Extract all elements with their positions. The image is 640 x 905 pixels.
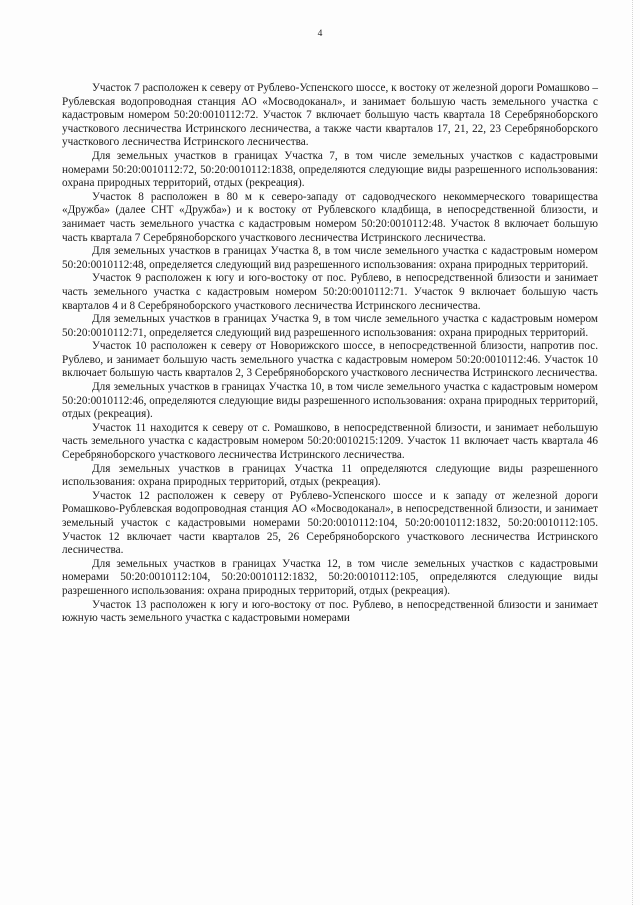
paragraph-plot-12-usage: Для земельных участков в границах Участка 12, в том числе земельных участков с кадастровыми номерами 50:20:0010112:104, 50:20:0010112:1832, 50:20:0010112:105, определяются следующие виды разрешенного использования: охрана природных территорий, отдых (рекреация). [62, 557, 598, 597]
paragraph-plot-7-usage: Для земельных участков в границах Участка 7, в том числе земельных участков с кадастровыми номерами 50:20:0010112:72, 50:20:0010112:1838, определяются следующие виды разрешенного использования: охрана природных территорий, отдых (рекреация). [62, 149, 598, 190]
paragraph-plot-8-description: Участок 8 расположен в 80 м к северо-западу от садоводческого некоммерческого товарищества «Дружба» (далее СНТ «Дружба») и к востоку от Рублевского кладбища, в непосредственной близости, и занимает часть земельного участка с кадастровым номером 50:20:0010112:48. Участок 8 включает большую часть квартала 7 Серебряноборского участкового лесничества Истринского лесничества. [62, 190, 598, 244]
paragraph-plot-11-description: Участок 11 находится к северу от с. Ромашково, в непосредственной близости, и занимает небольшую часть земельного участка с кадастровым номером 50:20:0010215:1209. Участок 11 включает часть квартала 46 Серебряноборского участкового лесничества Истринского лесничества. [62, 421, 598, 462]
document-body [62, 82, 598, 626]
page-number: 4 [317, 29, 323, 39]
paragraph-plot-9-usage: Для земельных участков в границах Участка 9, в том числе земельного участка с кадастровым номером 50:20:0010112:71, определяется следующий вид разрешенного использования: охрана природных территорий. [62, 313, 598, 339]
paragraph-plot-7-description: Участок 7 расположен к северу от Рублево-Успенского шоссе, к востоку от железной дороги Ромашково – Рублевская водопроводная станция АО «Мосводоканал», и занимает большую часть земельного участка с кадастровым номером 50:20:0010112:72. Участок 7 включает большую часть квартала 18 Серебряноборского участкового лесничества Истринского лесничества, а также части кварталов 17, 21, 22, 23 Серебряноборского участкового лесничества Истринского лесничества. [62, 82, 598, 149]
paragraph-plot-10-description: Участок 10 расположен к северу от Новорижского шоссе, в непосредственной близости, напротив пос. Рублево, и занимает большую часть земельного участка с кадастровым номером 50:20:0010112:46. Участок 10 включает большую часть кварталов 2, 3 Серебряноборского участкового лесничества Истринского лесничества. [62, 340, 598, 380]
paragraph-plot-13-description: Участок 13 расположен к югу и юго-востоку от пос. Рублево, в непосредственной близости и занимает южную часть земельного участка с кадастровыми номерами [62, 598, 598, 625]
scan-edge-divider [632, 0, 634, 905]
paragraph-plot-9-description: Участок 9 расположен к югу и юго-востоку от пос. Рублево, в непосредственной близости и занимает часть земельного участка с кадастровым номером 50:20:0010112:71. Участок 9 включает большую часть кварталов 4 и 8 Серебряноборского участкового лесничества Истринского лесничества. [62, 272, 598, 312]
paragraph-plot-11-usage: Для земельных участков в границах Участка 11 определяются следующие виды разрешенного использования: охрана природных территорий, отдых (рекреация). [62, 462, 598, 489]
paragraph-plot-12-description: Участок 12 расположен к северу от Рублево-Успенского шоссе и к западу от железной дороги Ромашково-Рублевская водопроводная станция АО «Мосводоканал», в непосредственной близости, и занимает земельный участок с кадастровыми номерами 50:20:0010112:104, 50:20:0010112:1832, 50:20:0010112:105. Участок 12 включает части кварталов 25, 26 Серебряноборского участкового лесничества Истринского лесничества. [62, 489, 598, 557]
paragraph-plot-8-usage: Для земельных участков в границах Участка 8, в том числе земельного участка с кадастровым номером 50:20:0010112:48, определяется следующий вид разрешенного использования: охрана природных территорий. [62, 245, 598, 271]
paragraph-plot-10-usage: Для земельных участков в границах Участка 10, в том числе земельного участка с кадастровым номером 50:20:0010112:46, определяются следующие виды разрешенного использования: охрана природных территорий, отдых (рекреация). [62, 381, 598, 421]
